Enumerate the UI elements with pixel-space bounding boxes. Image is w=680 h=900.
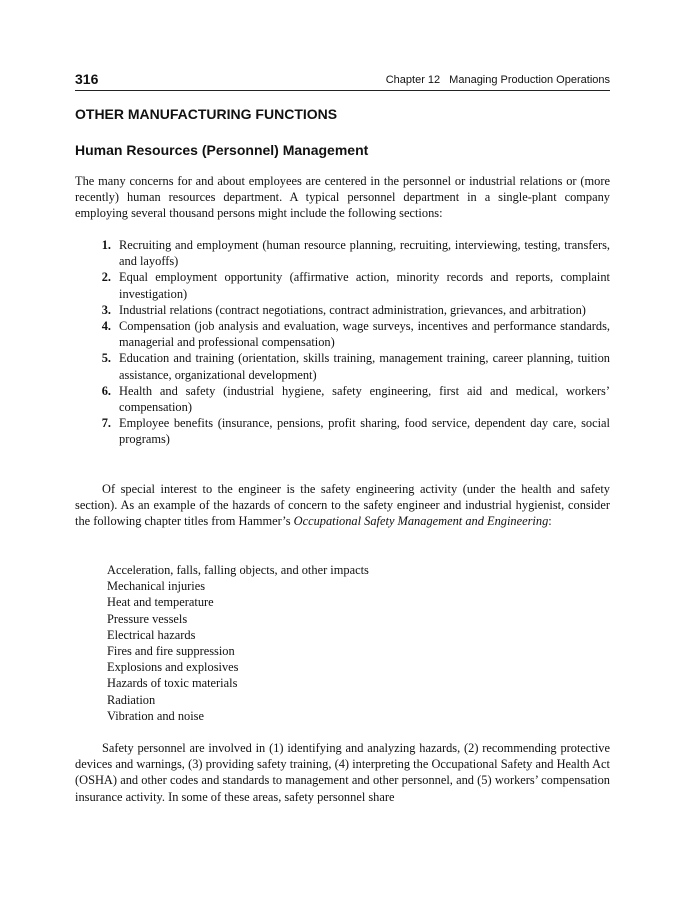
list-item-text: Employee benefits (insurance, pensions, profit sharing, food service, dependent day care, social programs) [119, 416, 610, 447]
hazard-chapter-list [107, 562, 369, 724]
safety-paragraph-text: Of special interest to the engineer is the safety engineering activity (under the health and safety section). As an example of the hazards of concern to the safety engineer and industrial hygienist, consider the following chapter titles from Hammer’s [75, 482, 610, 529]
running-header [75, 70, 610, 91]
chapter-label: Chapter 12 [385, 74, 441, 86]
list-item [75, 383, 610, 415]
list-item-number: 6. [101, 383, 111, 398]
list-item-text: Education and training (orientation, skills training, management training, career planning, tuition assistance, organizational development) [119, 351, 610, 382]
subsection-heading: Human Resources (Personnel) Management [75, 142, 369, 158]
section-heading: OTHER MANUFACTURING FUNCTIONS [75, 106, 338, 122]
safety-paragraph [75, 481, 610, 530]
list-item-number: 1. [101, 238, 111, 252]
hazard-item: Acceleration, falls, falling objects, and other impacts [107, 563, 369, 577]
hazard-item: Heat and temperature [107, 595, 214, 610]
list-item [75, 318, 610, 350]
list-item-number: 7. [101, 416, 111, 431]
hazard-item: Electrical hazards [107, 627, 196, 642]
book-title: Occupational Safety Management and Engineering [293, 514, 549, 529]
closing-paragraph: Safety personnel are involved in (1) identifying and analyzing hazards, (2) recommending protective devices and warnings, (3) providing safety training, (4) interpreting the Occupational Safety and Health Act (OSHA) and other codes and standards to management and other personnel, and (5) workers’ compensation insurance activity. In some of these areas, safety personnel share [75, 741, 610, 804]
list-item-text: Health and safety (industrial hygiene, safety engineering, first aid and medical, workers’ compensation) [119, 383, 610, 415]
hazard-item: Mechanical injuries [107, 579, 206, 594]
list-item-text: Industrial relations (contract negotiations, contract administration, grievances, and arbitration) [119, 302, 586, 317]
list-item-text: Compensation (job analysis and evaluation, wage surveys, incentives and performance standards, managerial and professional compensation) [119, 319, 610, 350]
hazard-item: Explosions and explosives [107, 660, 239, 675]
list-item-number: 2. [101, 270, 111, 285]
hazard-item: Fires and fire suppression [107, 644, 235, 659]
intro-paragraph: The many concerns for and about employees are centered in the personnel or industrial relations or (more recently) human resources department. A typical personnel department in a single-plant company employing several thousand persons might include the following sections: [75, 174, 610, 221]
list-item [75, 237, 610, 269]
list-item-number: 3. [101, 302, 111, 317]
list-item-text: Equal employment opportunity (affirmative action, minority records and reports, complaint investigation) [119, 270, 610, 301]
hazard-item: Pressure vessels [107, 611, 188, 626]
list-item [75, 302, 610, 318]
list-item-number: 5. [101, 351, 111, 366]
chapter-running-title [386, 74, 610, 86]
list-item [75, 269, 610, 301]
hazard-item: Vibration and noise [107, 708, 204, 723]
chapter-title: Managing Production Operations [449, 74, 610, 86]
list-item [75, 415, 610, 447]
list-item-text: Recruiting and employment (human resource planning, recruiting, interviewing, testing, transfers, and layoffs) [119, 238, 610, 269]
safety-paragraph-end: : [548, 514, 552, 529]
list-item-number: 4. [101, 319, 111, 334]
list-item [75, 350, 610, 382]
personnel-sections-list [75, 237, 610, 448]
hazard-item: Hazards of toxic materials [107, 676, 238, 691]
hazard-item: Radiation [107, 692, 156, 707]
page-number: 316 [75, 71, 99, 87]
